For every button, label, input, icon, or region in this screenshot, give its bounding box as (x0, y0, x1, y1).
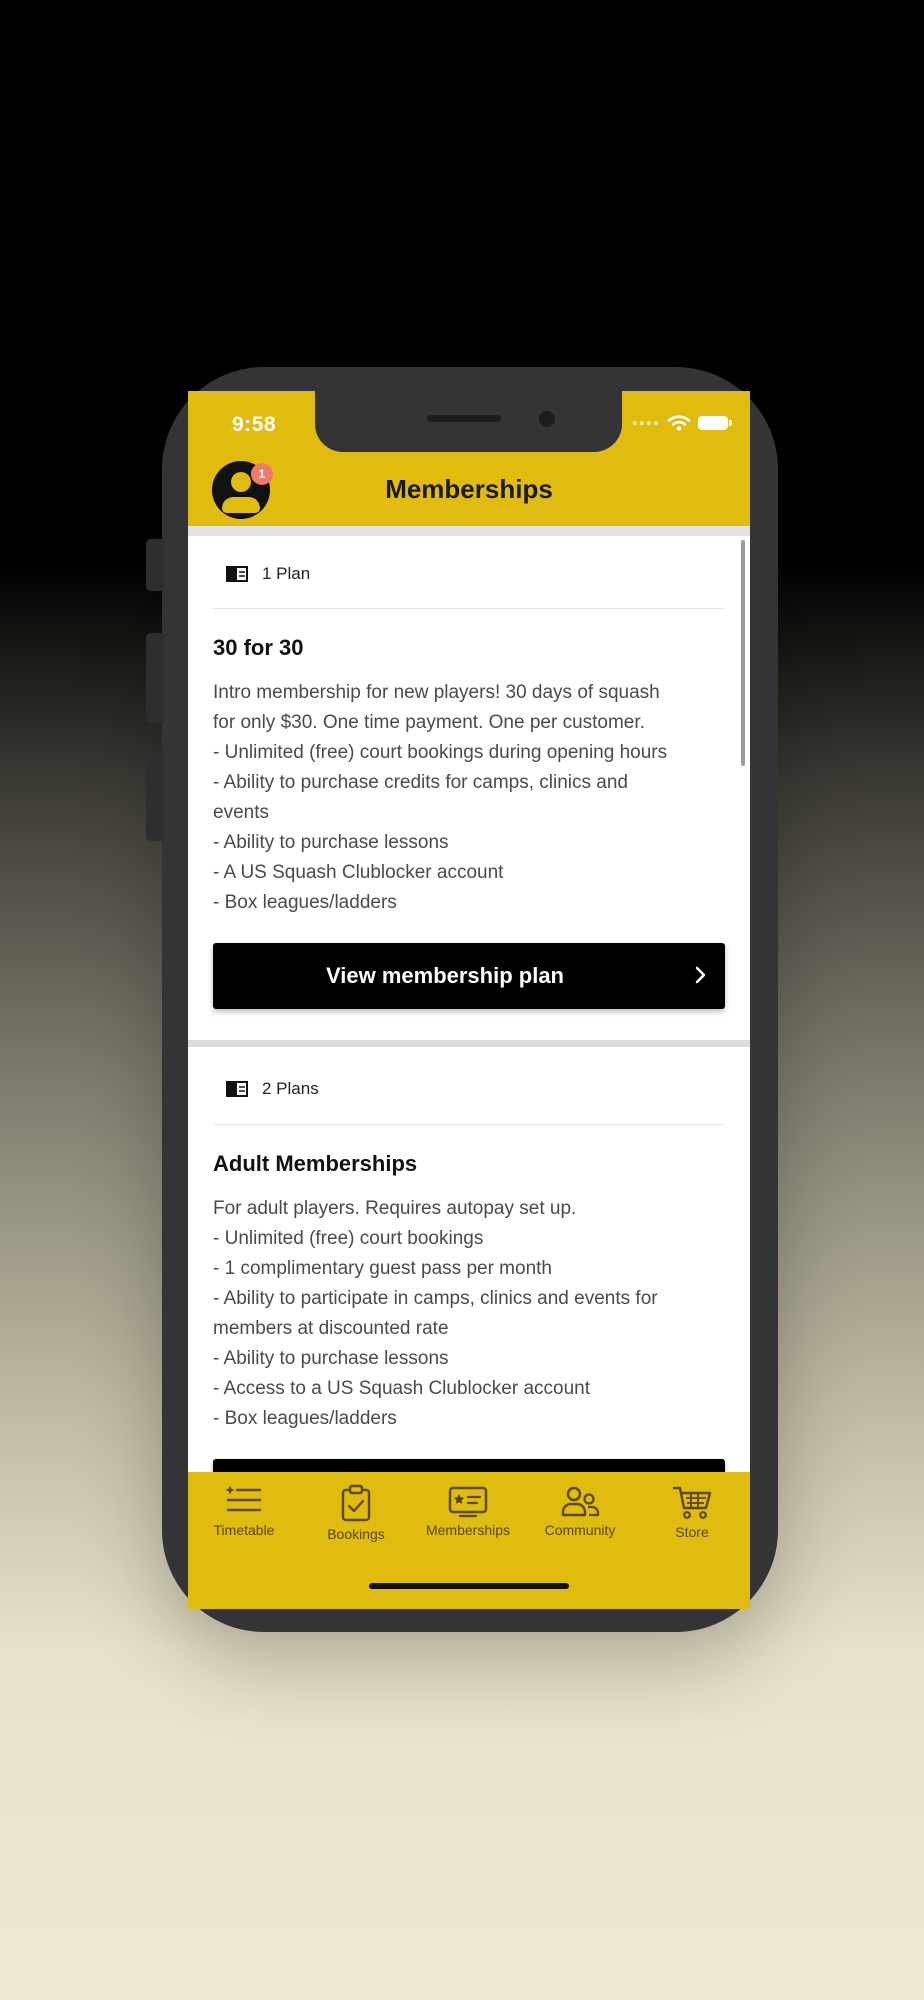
page-title: Memberships (385, 474, 553, 504)
battery-icon (698, 416, 728, 430)
notification-badge: 1 (251, 463, 273, 485)
tab-timetable[interactable]: Timetable (188, 1484, 300, 1538)
tab-store[interactable]: Store (636, 1484, 748, 1540)
tab-bookings[interactable]: Bookings (300, 1484, 412, 1542)
notch (315, 385, 622, 452)
tab-memberships[interactable]: Memberships (412, 1484, 524, 1538)
shopping-cart-icon (672, 1484, 712, 1520)
status-indicators (632, 415, 728, 431)
signal-icon: ●●●● (631, 417, 660, 429)
scrollbar[interactable] (741, 540, 745, 766)
wifi-icon (668, 415, 690, 431)
app-header (188, 391, 750, 526)
plans-count: 1 Plan (262, 564, 311, 583)
volume-down-button (146, 751, 164, 841)
book-icon (226, 566, 248, 582)
mute-switch (146, 539, 164, 591)
membership-card-icon (448, 1484, 488, 1518)
app-screen (188, 391, 750, 1609)
volume-up-button (146, 633, 164, 723)
tab-community[interactable]: Community (524, 1484, 636, 1538)
card-description: Intro membership for new players! 30 days of squash for only $30. One time payment. One per customer. - Unlimited (free) court bookings during opening hours - Ability to purchase credits for camps, clinics and events - Ability to purchase lessons - A US Squash Clublocker account - Box leagues/ladders (213, 682, 668, 913)
card-title: Adult Memberships (213, 1151, 418, 1176)
plans-count-row (226, 564, 310, 584)
phone-frame (162, 367, 778, 1632)
card-separator (188, 1040, 750, 1047)
timetable-list-icon (225, 1484, 263, 1518)
home-indicator[interactable] (369, 1583, 569, 1589)
view-membership-plan-button[interactable]: View membership plan (213, 943, 725, 1009)
card-title: 30 for 30 (213, 635, 304, 660)
clipboard-check-icon (337, 1484, 375, 1522)
book-icon (226, 1081, 248, 1097)
header-divider (188, 526, 750, 536)
plans-count: 2 Plans (262, 1079, 319, 1098)
card-divider (213, 1124, 725, 1125)
chevron-right-icon (695, 966, 707, 984)
card-description: For adult players. Requires autopay set up. - Unlimited (free) court bookings - 1 complimentary guest pass per month - Ability to participate in camps, clinics and events for members at discounted rate - Ability to purchase lessons - Access to a US Squash Clublocker account - Box leagues/ladders (213, 1198, 658, 1429)
bottom-tab-bar (188, 1472, 750, 1609)
status-time: 9:58 (232, 413, 277, 436)
card-divider (213, 608, 725, 609)
plans-count-row (226, 1079, 319, 1099)
camera (539, 411, 555, 427)
memberships-list[interactable] (188, 536, 750, 1472)
people-icon (560, 1484, 600, 1518)
speaker (427, 415, 501, 422)
